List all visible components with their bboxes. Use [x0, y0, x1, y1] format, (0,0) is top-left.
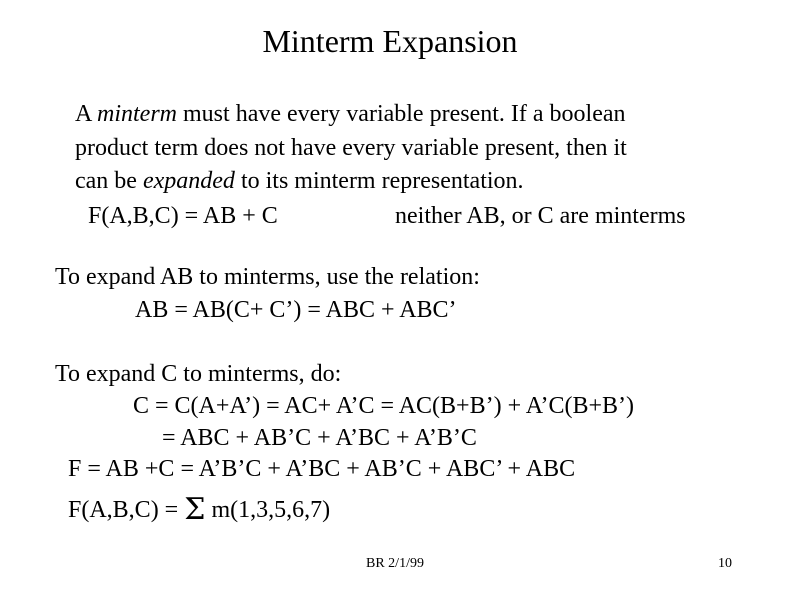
example-function: F(A,B,C) = AB + C — [88, 203, 278, 229]
intro-line-3-pre: can be — [75, 168, 143, 194]
footer-date: BR 2/1/99 — [366, 556, 424, 571]
expand-c-step-1: C = C(A+A’) = AC+ A’C = AC(B+B’) + A’C(B+B’) — [133, 393, 634, 419]
expanded-term: expanded — [142, 168, 235, 194]
result-full-expansion: F = AB +C = A’B’C + A’BC + AB’C + ABC’ + ABC — [68, 456, 576, 482]
expand-ab-heading: To expand AB to minterms, use the relation: — [55, 264, 480, 290]
slide-title: Minterm Expansion — [262, 23, 518, 59]
result-compact — [68, 492, 331, 527]
result-compact-lhs: F(A,B,C) = — [68, 497, 185, 523]
intro-line-1 — [75, 100, 626, 128]
intro-line-3 — [75, 167, 524, 195]
example-note: neither AB, or C are minterms — [395, 203, 686, 229]
intro-line-1-pre: A — [75, 101, 98, 127]
expand-c-heading: To expand C to minterms, do: — [55, 361, 342, 387]
expand-ab-relation: AB = AB(C+ C’) = ABC + ABC’ — [135, 297, 457, 323]
minterm-term: minterm — [97, 101, 178, 127]
intro-line-2: product term does not have every variable present, then it — [75, 135, 627, 161]
intro-line-3-post: to its minterm representation. — [234, 168, 524, 194]
expand-c-step-2: = ABC + AB’C + A’BC + A’B’C — [162, 425, 477, 451]
sigma-symbol: Σ — [184, 492, 206, 527]
intro-line-1-post: must have every variable present. If a boolean — [177, 101, 626, 127]
result-compact-rhs: m(1,3,5,6,7) — [205, 497, 331, 523]
page-number: 10 — [718, 556, 732, 571]
